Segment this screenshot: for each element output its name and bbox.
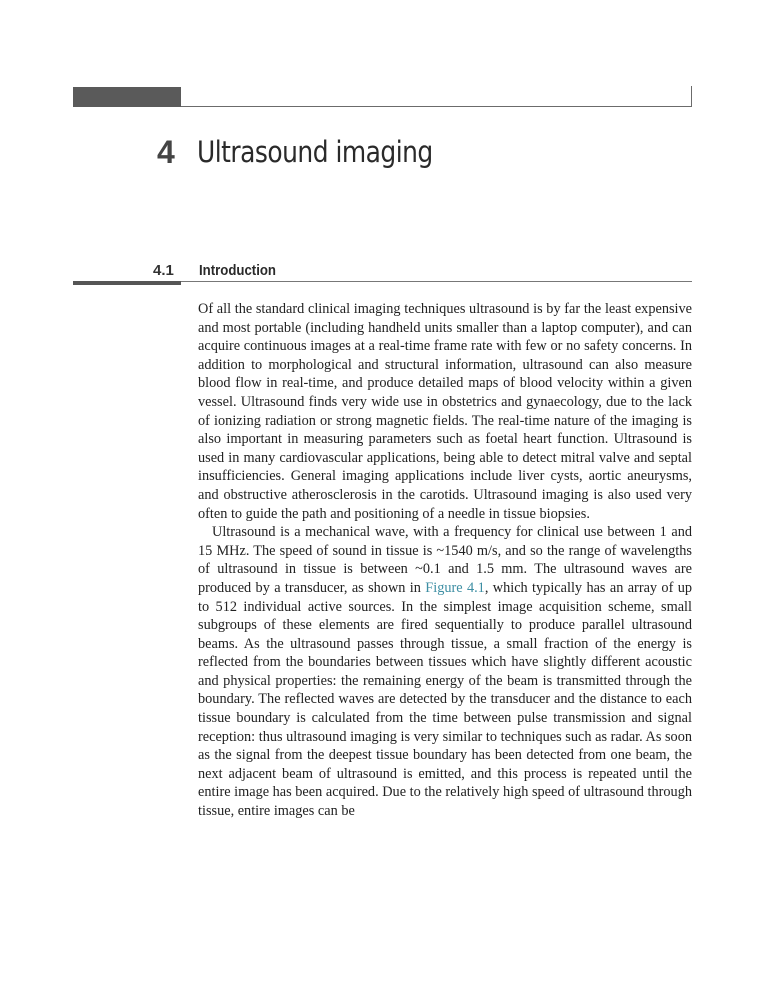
section-rule-thick <box>73 281 181 285</box>
paragraph-2-text-after: , which typically has an array of up to 512 individual active sources. In the simplest image acquisition scheme, small subgroups of these elements are fired sequentially to produce parallel ultrasound beams. As the ultrasound passes through tissue, a small fraction of the energy is reflected from the boundaries between tissues which have slightly different acoustic and physical properties: the remaining energy of the beam is transmitted through the boundary. The reflected waves are detected by the transducer and the distance to each tissue boundary is calculated from the time between pulse transmission and signal reception: thus ultrasound imaging is very similar to techniques such as radar. As soon as the signal from the deepest tissue boundary has been detected from one beam, the next adjacent beam of ultrasound is emitted, and this process is repeated until the entire image has been acquired. Due to the relatively high speed of ultrasound through tissue, entire images can be <box>198 579 692 820</box>
paragraph-2-text-before: Ultrasound is a mechanical wave, with a frequency for clinical use between 1 and 15 MHz. The speed of sound in tissue is ~1540 m/s, and so the range of wavelengths of ultrasound in tissue is between ~0.1 and 1.5 mm. The ultrasound waves are produced by a transducer, as shown in <box>198 524 692 596</box>
header-rule <box>181 106 692 107</box>
paragraph-1: Of all the standard clinical imaging techniques ultrasound is by far the least expensive and most portable (including handheld units smaller than a laptop computer), and can acquire continuous images at a real-time frame rate with few or no safety concerns. In addition to morphological and structural information, ultrasound can also measure blood flow in real-time, and produce detailed maps of blood velocity within a given vessel. Ultrasound finds very wide use in obstetrics and gynaecology, due to the lack of ionizing radiation or strong magnetic fields. The real-time nature of the imaging is also important in measuring parameters such as foetal heart function. Ultrasound is used in many cardiovascular applications, being able to detect mitral valve and septal insufficiencies. General imaging applications include liver cysts, aortic aneurysms, and obstructive atherosclerosis in the carotids. Ultrasound imaging is also used very often to guide the path and positioning of a needle in tissue biopsies. <box>198 301 692 522</box>
chapter-title: Ultrasound imaging <box>197 135 433 169</box>
body-text <box>198 300 692 821</box>
paragraph-2 <box>198 523 692 821</box>
header-rule-tick <box>691 86 692 107</box>
header-bar-block <box>73 87 181 107</box>
figure-reference-link[interactable]: Figure 4.1 <box>425 579 485 596</box>
section-title: Introduction <box>199 262 276 279</box>
section-number: 4.1 <box>153 262 174 279</box>
chapter-number: 4 <box>157 134 175 170</box>
section-rule <box>181 281 692 282</box>
